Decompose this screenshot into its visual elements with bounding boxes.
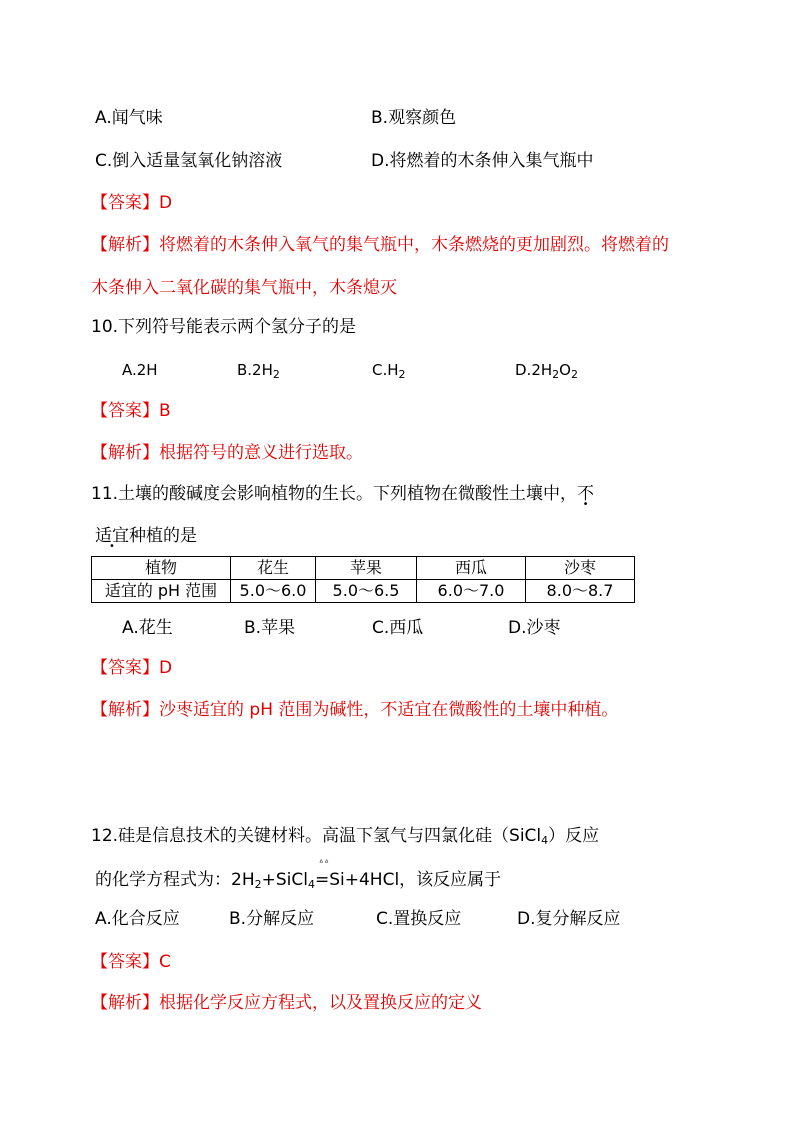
- table-cell: 5.0～6.5: [316, 580, 417, 603]
- q10-option-d: $D.2H_2O_2$: [515, 361, 578, 381]
- q9-analysis-line2: 木条伸入二氧化碳的集气瓶中，木条熄灭: [91, 278, 397, 298]
- q9-answer: 【答案】D: [91, 193, 173, 213]
- q11-option-a: A.花生: [122, 618, 173, 638]
- q12-option-c: C.置换反应: [376, 909, 462, 929]
- q12-answer: 【答案】C: [91, 952, 171, 972]
- q12-option-d: D.复分解反应: [517, 909, 621, 929]
- table-cell: 5.0～6.0: [231, 580, 316, 603]
- table-cell: 沙枣: [526, 557, 635, 580]
- table-row: [92, 580, 635, 603]
- q11-answer: 【答案】D: [91, 658, 173, 678]
- table-header-row: [92, 557, 635, 580]
- q9-option-a: A.闻气味: [95, 108, 163, 128]
- q10-analysis: 【解析】根据符号的意义进行选取。: [91, 443, 363, 463]
- q11-emphasis-suitable: 适宜: [95, 526, 129, 546]
- q12-option-a: A.化合反应: [95, 909, 180, 929]
- table-cell: 适宜的 pH 范围: [92, 580, 231, 603]
- table-cell: 6.0～7.0: [417, 580, 526, 603]
- table-cell: 花生: [231, 557, 316, 580]
- q11-stem-line2: 适宜种植的是: [95, 526, 197, 546]
- q10-stem: 10.下列符号能表示两个氢分子的是: [91, 317, 357, 337]
- q9-option-b: B.观察颜色: [371, 108, 457, 128]
- table-cell: 8.0～8.7: [526, 580, 635, 603]
- q11-option-c: C.西瓜: [372, 618, 424, 638]
- q11-analysis: 【解析】沙枣适宜的 pH 范围为碱性，不适宜在微酸性的土壤中种植。: [91, 700, 619, 720]
- table-cell: 苹果: [316, 557, 417, 580]
- q9-option-c: C.倒入适量氢氧化钠溶液: [95, 151, 283, 171]
- q10-option-b: $B.2H_2$: [237, 361, 280, 381]
- q11-ph-table: [91, 556, 635, 603]
- q11-emphasis-not: 不: [577, 484, 595, 504]
- q11-option-d: D.沙枣: [508, 618, 561, 638]
- q11-option-b: B.苹果: [244, 618, 296, 638]
- table-cell: 植物: [92, 557, 231, 580]
- q9-option-d: D.将燃着的木条伸入集气瓶中: [371, 151, 594, 171]
- table-cell: 西瓜: [417, 557, 526, 580]
- q10-option-c: $C.H_2$: [372, 361, 406, 381]
- q11-stem-line1: 11.土壤的酸碱度会影响植物的生长。下列植物在微酸性土壤中，不: [91, 484, 595, 504]
- q12-stem-line2: 的化学方程式为：$2H_2+SiCl_4$ ᐞᐞ =Si+4HCl，该反应属于: [95, 858, 502, 891]
- q9-analysis-line1: 【解析】将燃着的木条伸入氧气的集气瓶中，木条燃烧的更加剧烈。将燃着的: [91, 235, 669, 255]
- q10-option-a: A.2H: [122, 361, 158, 379]
- q10-answer: 【答案】B: [91, 401, 171, 421]
- reaction-condition-equals: ᐞᐞ =: [314, 858, 330, 890]
- q12-analysis: 【解析】根据化学反应方程式，以及置换反应的定义: [91, 993, 482, 1013]
- q12-stem-line1: 12.硅是信息技术的关键材料。高温下氢气与四氯化硅（SiCl$_4$）反应: [91, 826, 600, 847]
- q12-option-b: B.分解反应: [229, 909, 315, 929]
